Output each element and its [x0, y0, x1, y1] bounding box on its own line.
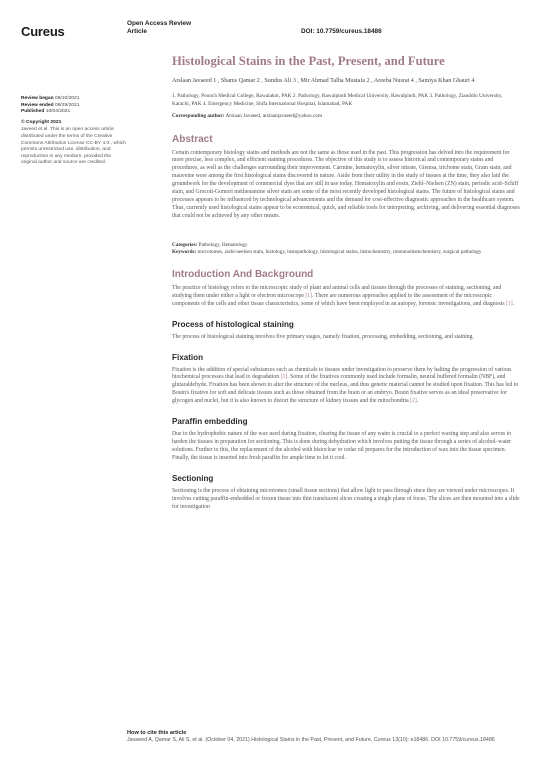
citation-link[interactable]: [2] [410, 398, 417, 405]
sectioning-heading: Sectioning [172, 474, 214, 484]
abstract-heading: Abstract [172, 133, 213, 145]
corresponding-author: Corresponding author: Arslaan Javaeed, arslaanjavaeed@yahoo.com [172, 113, 323, 120]
citation-link[interactable]: [1] [305, 292, 313, 299]
abstract-text: Certain contemporary histology stains and methods are not the same as those used in the past. This progression has delved into the requirement for more precise, less complex, and efficient staining procedures. The objective of this study is to assess historical and contemporary stains and procedures, as well as the challenges surrounding their improvement. Carmine, hematoxylin, silver nitrate, Giemsa, trichome stain, Gram stain, and mauveine were among the first histological stains discovered in nature. Aside from their utility in the study of tissues at the time, they also laid the groundwork for the development of commercial dyes that are still in use today. Hematoxylin and eosin, Ziehl–Nielsen (ZN) stain, periodic acid–Schiff stain, and Grocott-Gomori methenamine silver stain are some of the most recently developed histological stains. The future of histological stains and processes appears to be influenced by technological advancements and the demand for cost-effective diagnostic approaches in the healthcare system. Thus, currently used histological stains appear to be economical, quick, and reliable tools for interpreting, archiving, and delivering essential diagnoses that could not be achieved by any other means. [172, 149, 520, 220]
citation-text: Javaeed A, Qamar S, Ali S, et al. (October 04, 2021) Histological Stains in the Past, Present, and Future. Cureus 13(10): e18486. DOI 10.7759/cureus.18486 [127, 737, 495, 744]
review-dates [21, 96, 127, 116]
process-text: The process of histological staining involves five primary stages, namely fixation, processing, embedding, sectioning, and staining. [172, 333, 474, 340]
sectioning-text: Sectioning is the process of obtaining microtomes (small tissue sections) that allow light to pass through since they are viewed under microscopes. It involves cutting paraffin-embedded or frozen tissue into thin translucent slices creating a single plane of focus. The slices are then mounted into a slide for investigation [172, 488, 520, 510]
review-began: Review began 09/10/2021 [21, 96, 80, 101]
article-sidebar [21, 96, 127, 167]
citation-link[interactable]: [1] [506, 300, 513, 307]
categories: Categories: Pathology, Hematology [172, 242, 248, 249]
published-date: Published 10/04/2021 [21, 109, 71, 115]
fixation-heading: Fixation [172, 352, 204, 362]
article-title: Histological Stains in the Past, Present, and Future [172, 54, 445, 68]
paraffin-heading: Paraffin embedding [172, 417, 248, 427]
fixation-text: Fixation is the addition of special substances such as chemicals to tissues under investigation to preserve them by halting the progression of various biochemical processes that lead to degradation [1]. Some of the fixatives commonly used include formalin, neutral buffered formalin (NBF), and glutaraldehyde. Fixation has been shown to alter the structure of the nucleus, and thus genetic material cannot be studied upon fixation. This has led to Bouin's fixative for soft and delicate tissues such as those obtained from the brain or an embryo. Bouin fixative serves as an ideal preservative for glycogen and nuclei, but it is also known to distort the structure of kidney tissues and the mitochondria [2]. [172, 366, 519, 405]
review-ended: Review ended 09/29/2021 [21, 102, 80, 108]
article-body [172, 54, 520, 512]
author-list: Arslaan Javaeed 1 , Shams Qamar 2 , Sundus Ali 3 , Mir Ahmad Talha Mustafa 2 , Areeba Nusrat 4 , Samiya Khan Ghauri 4 [172, 78, 475, 84]
article-metadata [172, 242, 520, 257]
keywords: Keywords: microtomes, ziehl-neelsen stain, histology, histopathology, histological stains, histochemistry, immunohistochemistry, surgical pathology [172, 249, 482, 256]
paraffin-text: Due to the hydrophobic nature of the wax used during fixation, clearing the tissue of any water is crucial to a perfect waxing step and also serves to harden the tissues in preparation for sectioning. This is done during dehydration which involves putting the tissue through a series of alcohol–water solutions. Further to this, the replacement of the alcohol with histoclear or cedar oil prepares for the introduction of wax into the tissue specimen. Finally, the tissue is inserted into fresh paraffin for ample time to let it cool. [172, 431, 512, 462]
open-access-label: Open Access Review [127, 20, 192, 27]
article-type-label [127, 20, 191, 36]
citation-link[interactable]: [1] [280, 374, 288, 381]
affiliations: 1. Pathology, Poonch Medical College, Rawalakot, PAK 2. Pathology, Rawalpindi Medical University, Rawalpindi, PAK 3. Pathology, Ziauddin University, Karachi, PAK 4. Emergency Medicine, Shifa International Hospital, Islamabad, PAK [172, 93, 503, 107]
citation-footer [127, 730, 537, 744]
license-text: Javeed et al. This is an open access article distributed under the terms of the Creative Commons Attribution License CC-BY 4.0., which permits unrestricted use, distribution, and reproduction in any medium, provided the original author and source are credited. [21, 127, 126, 166]
intro-heading: Introduction And Background [172, 268, 314, 280]
copyright: © Copyright 2021 [21, 119, 62, 125]
cureus-logo[interactable]: Cureus [21, 24, 65, 39]
cite-label: How to cite this article [127, 730, 187, 736]
intro-text: The practice of histology refers to the microscopic study of plant and animal cells and tissues through the processes of staining, sectioning, and studying them under either a light or electron microscope [1]. There are numerous approaches applied to the assessment of the microscopic components of the cells and other tissue characteristics, some of which have been employed in an autopsy, forensic investigations, and diagnosis [1]. [172, 284, 515, 307]
process-heading: Process of histological staining [172, 319, 294, 329]
corresponding-email[interactable]: Arslaan Javaeed, arslaanjavaeed@yahoo.com [225, 113, 323, 120]
doi-label[interactable]: DOI: 10.7759/cureus.18486 [301, 28, 382, 35]
article-label: Article [127, 28, 147, 35]
